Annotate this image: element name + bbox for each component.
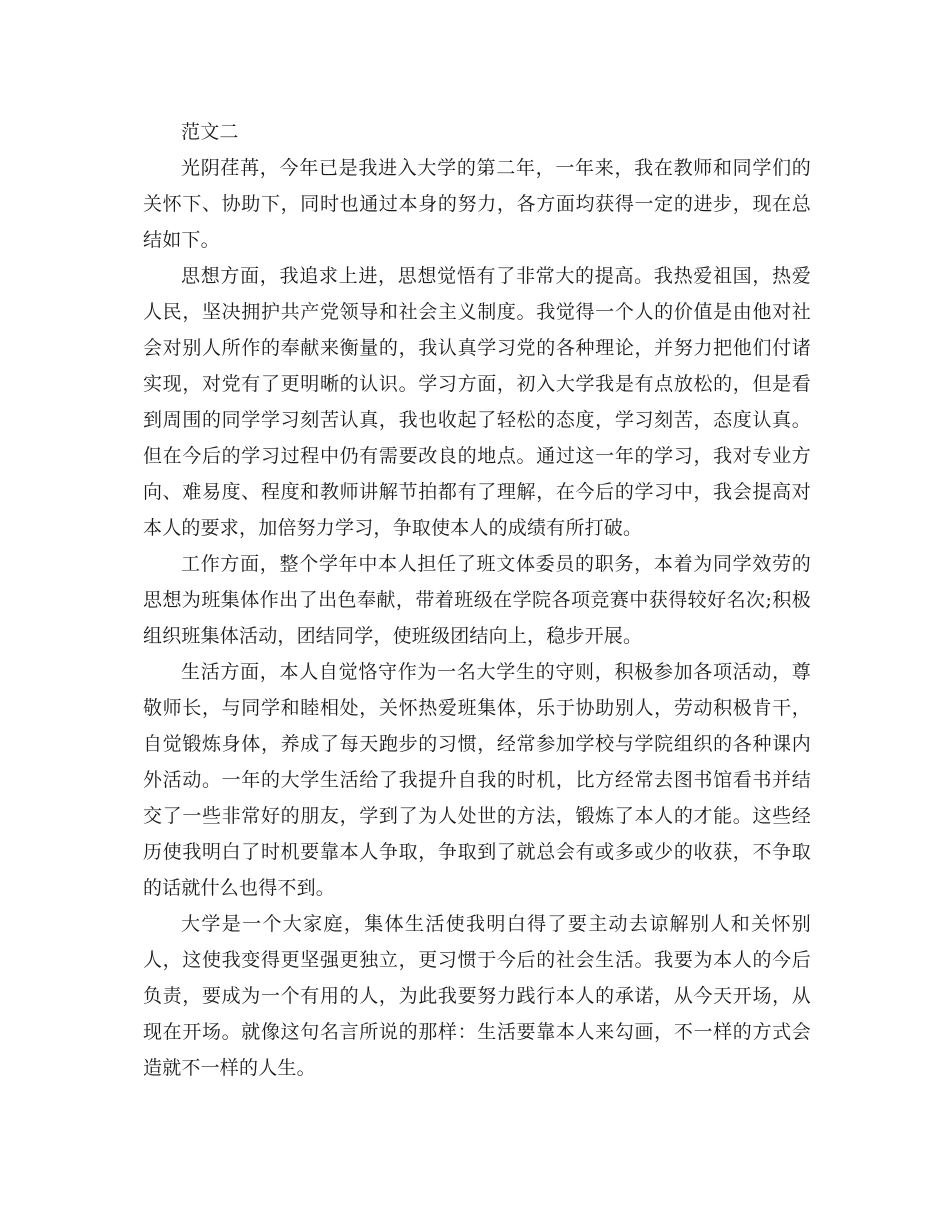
document-body — [143, 114, 811, 1086]
paragraph-thought-study: 思想方面，我追求上进，思想觉悟有了非常大的提高。我热爱祖国，热爱人民，坚决拥护共产党领导和社会主义制度。我觉得一个人的价值是由他对社会对别人所作的奉献来衡量的，我认真学习党的各种理论，并努力把他们付诸实现，对党有了更明晰的认识。学习方面，初入大学我是有点放松的，但是看到周围的同学学习刻苦认真，我也收起了轻松的态度，学习刻苦，态度认真。但在今后的学习过程中仍有需要改良的地点。通过这一年的学习，我对专业方向、难易度、程度和教师讲解节拍都有了理解，在今后的学习中，我会提高对本人的要求，加倍努力学习，争取使本人的成绩有所打破。 — [143, 265, 811, 539]
paragraph-work: 工作方面，整个学年中本人担任了班文体委员的职务，本着为同学效劳的思想为班集体作出了出色奉献，带着班级在学院各项竞赛中获得较好名次;积极组织班集体活动，团结同学，使班级团结向上，稳步开展。 — [143, 553, 811, 647]
paragraph-conclusion: 大学是一个大家庭，集体生活使我明白得了要主动去谅解别人和关怀别人，这使我变得更坚强更独立，更习惯于今后的社会生活。我要为本人的今后负责，要成为一个有用的人，为此我要努力践行本人的承诺，从今天开场，从现在开场。就像这句名言所说的那样：生活要靠本人来勾画，不一样的方式会造就不一样的人生。 — [143, 913, 811, 1079]
document-heading: 范文二 — [181, 121, 239, 143]
paragraph-intro: 光阴荏苒，今年已是我进入大学的第二年，一年来，我在教师和同学们的关怀下、协助下，同时也通过本身的努力，各方面均获得一定的进步，现在总结如下。 — [143, 157, 811, 251]
paragraph-life: 生活方面，本人自觉恪守作为一名大学生的守则，积极参加各项活动，尊敬师长，与同学和睦相处，关怀热爱班集体，乐于协助别人，劳动积极肯干，自觉锻炼身体，养成了每天跑步的习惯，经常参加学校与学院组织的各种课内外活动。一年的大学生活给了我提升自我的时机，比方经常去图书馆看书并结交了一些非常好的朋友，学到了为人处世的方法，锻炼了本人的才能。这些经历使我明白了时机要靠本人争取，争取到了就总会有或多或少的收获，不争取的话就什么也得不到。 — [143, 661, 811, 899]
